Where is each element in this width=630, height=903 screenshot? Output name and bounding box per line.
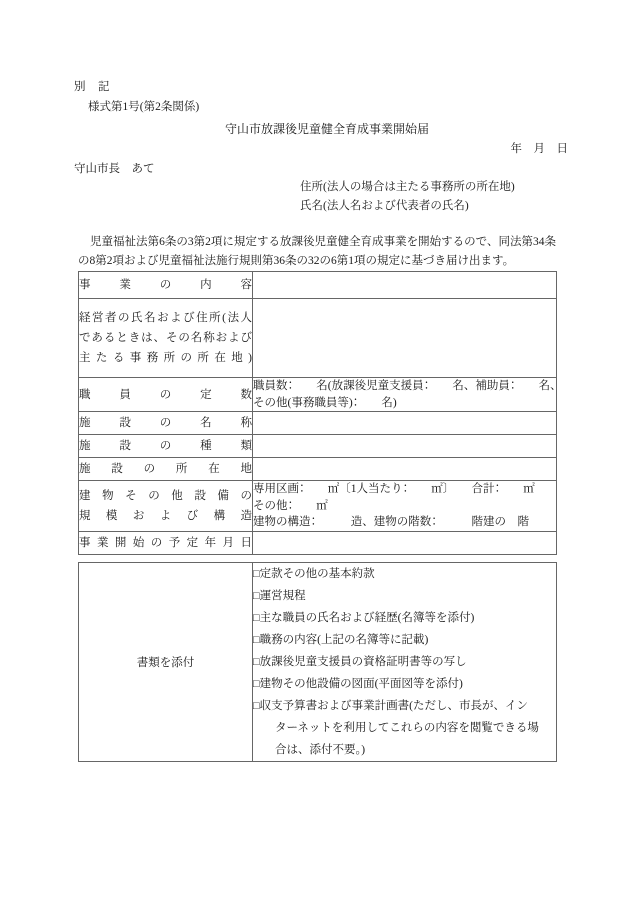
row-label-text: 事業の内容 bbox=[79, 279, 252, 291]
attachment-list-cell bbox=[253, 563, 557, 762]
attachment-checkbox-item[interactable] bbox=[253, 607, 556, 629]
date-blank-line: 年 月 日 bbox=[510, 143, 568, 155]
attachment-table bbox=[78, 562, 557, 762]
row-label-text: 建物その他設備の 規模および構造 bbox=[79, 489, 252, 522]
attachment-item-label-continued: ターネットを利用してこれらの内容を閲覧できる場 bbox=[275, 722, 539, 734]
attachment-checkbox-item[interactable] bbox=[253, 563, 556, 585]
table-row bbox=[79, 299, 557, 378]
attachment-checkbox-item[interactable] bbox=[253, 651, 556, 673]
attachment-checkbox-item[interactable] bbox=[253, 695, 556, 761]
attachment-item-label: 放課後児童支援員の資格証明書等の写し bbox=[259, 656, 467, 668]
attachment-checkbox-item[interactable] bbox=[253, 673, 556, 695]
main-form-table-body bbox=[79, 272, 562, 555]
row-label-text: 施設の名称 bbox=[79, 417, 252, 429]
row-label-cell bbox=[79, 481, 253, 532]
checkbox-icon[interactable]: □ bbox=[253, 678, 260, 690]
document-title: 守山市放課後児童健全育成事業開始届 bbox=[224, 122, 429, 136]
attachment-item-label: 運営規程 bbox=[259, 590, 306, 602]
attachment-row bbox=[79, 563, 557, 762]
row-value-cell[interactable] bbox=[253, 299, 557, 378]
attachment-item-label: 収支予算書および事業計画書(ただし、市長が、イン bbox=[259, 700, 528, 712]
checkbox-icon[interactable]: □ bbox=[253, 700, 260, 712]
appendix-label: 別 記 bbox=[74, 81, 110, 93]
row-label-text: 職員の定数 bbox=[79, 388, 252, 401]
attachment-item-label-continued: 合は、添付不要。) bbox=[275, 744, 366, 756]
row-value-cell[interactable] bbox=[253, 458, 557, 481]
row-value-cell[interactable] bbox=[253, 412, 557, 435]
row-value-text: 専用区画： ㎡〔1人当たり： ㎡〕 合計： ㎡ その他： ㎡ 建物の構造： 造、建物の階数： 階建の 階 bbox=[253, 483, 535, 528]
row-value-text: 職員数： 名(放課後児童支援員： 名、補助員： 名、 その他(事務職員等)： 名) bbox=[253, 380, 562, 409]
row-label-cell bbox=[79, 299, 253, 378]
row-label-cell bbox=[79, 412, 253, 435]
table-row bbox=[79, 458, 557, 481]
table-row bbox=[79, 481, 557, 532]
checkbox-icon[interactable]: □ bbox=[253, 612, 260, 624]
row-label-cell bbox=[79, 531, 253, 554]
table-row bbox=[79, 435, 557, 458]
row-label-cell bbox=[79, 378, 253, 412]
row-value-cell[interactable] bbox=[253, 435, 557, 458]
checkbox-icon[interactable]: □ bbox=[253, 568, 260, 580]
row-label-text: 施設の所在地 bbox=[79, 463, 252, 475]
attachment-item-label: 建物その他設備の図面(平面図等を添付) bbox=[259, 678, 463, 690]
row-value-cell[interactable] bbox=[253, 378, 562, 412]
table-row bbox=[79, 412, 557, 435]
applicant-name-label: 氏名(法人名および代表者の氏名) bbox=[300, 200, 469, 212]
attachment-label-cell: 書類を添付 bbox=[79, 563, 253, 762]
checkbox-icon[interactable]: □ bbox=[253, 590, 260, 602]
row-label-text: 経営者の氏名および住所(法人 であるときは、その名称および 主たる事務所の所在地) bbox=[79, 312, 252, 364]
row-label-cell bbox=[79, 435, 253, 458]
form-number-label: 様式第1号(第2条関係) bbox=[88, 101, 200, 113]
row-value-cell[interactable] bbox=[253, 531, 557, 554]
attachment-item-label: 定款その他の基本約款 bbox=[259, 568, 375, 580]
body-paragraph-text: 児童福祉法第6条の3第2項に規定する放課後児童健全育成事業を開始するので、同法第34条の8第2項および児童福祉法施行規則第36条の32の6第1項の規定に基づき届け出ます。 bbox=[78, 236, 556, 267]
attachment-item-label: 主な職員の氏名および経歴(名簿等を添付) bbox=[259, 612, 475, 624]
attachment-item-label: 職務の内容(上記の名簿等に記載) bbox=[259, 634, 429, 646]
attachment-checkbox-item[interactable] bbox=[253, 629, 556, 651]
table-row bbox=[79, 378, 557, 412]
row-label-cell bbox=[79, 458, 253, 481]
row-value-cell[interactable] bbox=[253, 481, 557, 532]
row-label-text: 事業開始の予定年月日 bbox=[79, 536, 252, 549]
main-form-table bbox=[78, 271, 562, 555]
applicant-address-label: 住所(法人の場合は主たる事務所の所在地) bbox=[300, 181, 515, 193]
table-row bbox=[79, 531, 557, 554]
row-label-cell bbox=[79, 272, 253, 299]
checkbox-icon[interactable]: □ bbox=[253, 634, 260, 646]
addressee-line: 守山市長 あて bbox=[74, 163, 155, 175]
row-value-cell[interactable] bbox=[253, 272, 557, 299]
body-paragraph bbox=[78, 233, 556, 271]
checkbox-icon[interactable]: □ bbox=[253, 656, 260, 668]
table-row bbox=[79, 272, 557, 299]
attachment-checkbox-item[interactable] bbox=[253, 585, 556, 607]
row-label-text: 施設の種類 bbox=[79, 440, 252, 452]
